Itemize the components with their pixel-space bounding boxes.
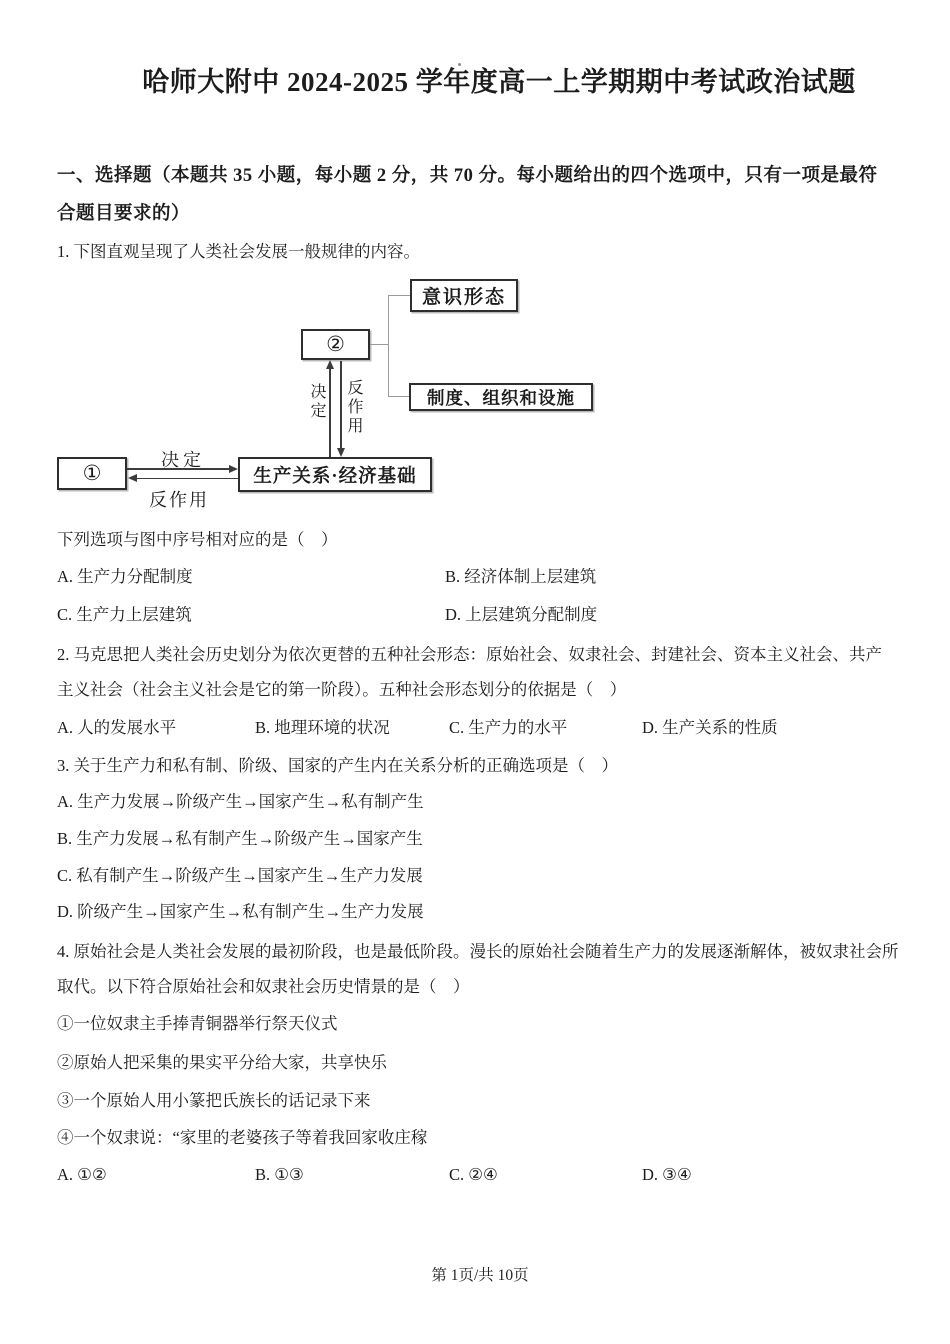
arrowhead-left-icon bbox=[128, 474, 137, 482]
vertical-label-determine: 决定 bbox=[308, 383, 325, 421]
q4-item-2: ②原始人把采集的果实平分给大家，共享快乐 bbox=[57, 1053, 387, 1072]
q3-option-c: C. 私有制产生→阶级产生→国家产生→生产力发展 bbox=[57, 866, 423, 885]
q3-option-a: A. 生产力发展→阶级产生→国家产生→私有制产生 bbox=[57, 792, 424, 811]
q4-stem-line2: 取代。以下符合原始社会和奴隶社会历史情景的是（ ） bbox=[57, 977, 470, 996]
arrow-line-up bbox=[329, 369, 331, 457]
q1-option-c: C. 生产力上层建筑 bbox=[57, 605, 192, 624]
diagram-box-ideology-label: 意识形态 bbox=[421, 287, 506, 308]
diagram-box-relations bbox=[238, 457, 432, 492]
q2-option-b: B. 地理环境的状况 bbox=[255, 718, 390, 737]
diagram-box-institutions-label: 制度、组织和设施 bbox=[427, 387, 575, 408]
q4-item-4: ④一个奴隶说：“家里的老婆孩子等着我回家收庄稼 bbox=[57, 1128, 428, 1147]
q3-option-b: B. 生产力发展→私有制产生→阶级产生→国家产生 bbox=[57, 829, 423, 848]
q2-option-a: A. 人的发展水平 bbox=[57, 718, 177, 737]
q2-stem-line1: 2. 马克思把人类社会历史划分为依次更替的五种社会形态：原始社会、奴隶社会、封建社会、资本主义社会、共产 bbox=[57, 645, 882, 664]
q2-stem-line2: 主义社会（社会主义社会是它的第一阶段）。五种社会形态划分的依据是（ ） bbox=[57, 680, 627, 699]
section-heading-line2: 合题目要求的） bbox=[57, 204, 191, 224]
vertical-label-react: 反作用 bbox=[345, 379, 362, 436]
q2-option-c: C. 生产力的水平 bbox=[449, 718, 568, 737]
q4-option-a: A. ①② bbox=[57, 1165, 107, 1184]
q4-item-1: ①一位奴隶主手捧青铜器举行祭天仪式 bbox=[57, 1014, 338, 1033]
q1-option-a: A. 生产力分配制度 bbox=[57, 567, 193, 586]
page-number: 第 1页/共 10页 bbox=[431, 1267, 529, 1284]
q4-option-d: D. ③④ bbox=[642, 1165, 692, 1184]
q1-option-b: B. 经济体制上层建筑 bbox=[445, 567, 597, 586]
diagram-box-1 bbox=[57, 457, 127, 490]
q3-stem: 3. 关于生产力和私有制、阶级、国家的产生内在关系分析的正确选项是（ ） bbox=[57, 756, 618, 775]
q4-option-c: C. ②④ bbox=[449, 1165, 498, 1184]
section-heading-line1: 一、选择题（本题共 35 小题，每小题 2 分，共 70 分。每小题给出的四个选项中，只有一项是最符 bbox=[57, 166, 878, 186]
q4-stem-line1: 4. 原始社会是人类社会发展的最初阶段，也是最低阶段。漫长的原始社会随着生产力的发展逐渐解体，被奴隶社会所 bbox=[57, 942, 899, 961]
q1-option-d: D. 上层建筑分配制度 bbox=[445, 605, 598, 624]
diagram-box-1-label: ① bbox=[82, 461, 102, 485]
page-title: 哈师大附中 2024-2025 学年度高一上学期期中考试政治试题 bbox=[142, 67, 856, 97]
diagram-box-2 bbox=[301, 329, 370, 360]
horizontal-label-react: 反作用 bbox=[149, 490, 209, 510]
bracket-vertical-line bbox=[388, 295, 389, 397]
arrowhead-up-icon bbox=[326, 360, 334, 369]
diagram-box-ideology bbox=[410, 279, 518, 312]
scan-artifact-dot bbox=[458, 63, 461, 66]
diagram-box-2-label: ② bbox=[326, 332, 345, 356]
q4-option-b: B. ①③ bbox=[255, 1165, 304, 1184]
arrow-line-left bbox=[137, 478, 238, 480]
q2-option-d: D. 生产关系的性质 bbox=[642, 718, 778, 737]
arrowhead-down-icon bbox=[337, 448, 345, 457]
q4-item-3: ③一个原始人用小篆把氏族长的话记录下来 bbox=[57, 1091, 371, 1110]
horizontal-label-determine: 决定 bbox=[161, 450, 205, 470]
bracket-stub-top bbox=[388, 295, 410, 296]
diagram-box-relations-label: 生产关系·经济基础 bbox=[253, 466, 417, 487]
q1-prompt: 下列选项与图中序号相对应的是（ ） bbox=[57, 530, 338, 549]
diagram-box-institutions bbox=[409, 383, 593, 411]
bracket-stub-middle bbox=[370, 344, 389, 345]
q1-stem: 1. 下图直观呈现了人类社会发展一般规律的内容。 bbox=[57, 242, 420, 261]
arrowhead-right-icon bbox=[229, 465, 238, 473]
bracket-stub-bottom bbox=[388, 396, 409, 397]
q3-option-d: D. 阶级产生→国家产生→私有制产生→生产力发展 bbox=[57, 902, 424, 921]
